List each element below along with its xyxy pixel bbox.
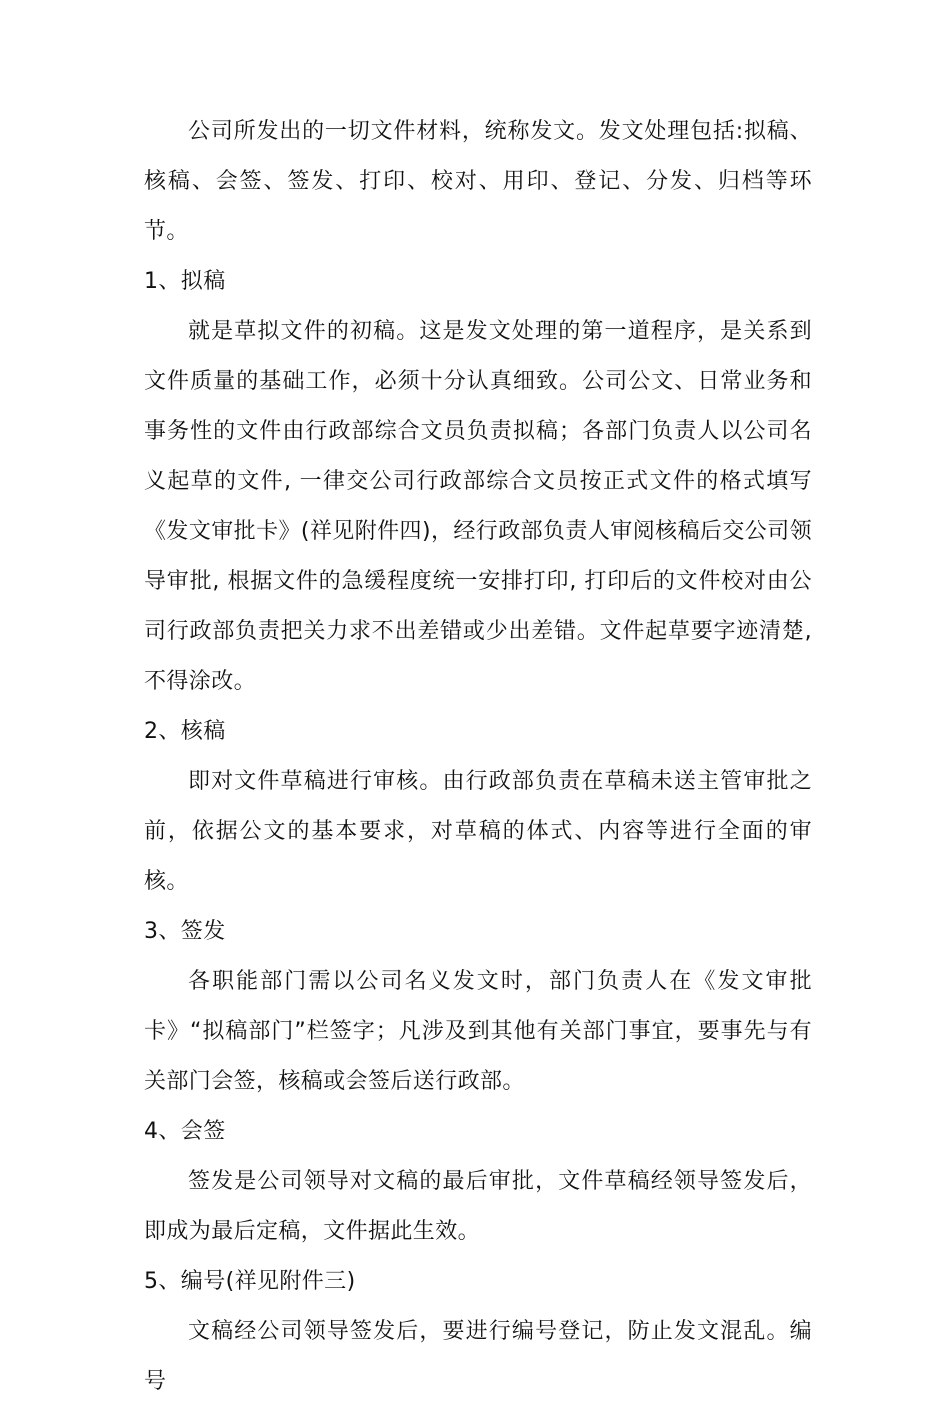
countersign-paragraph: 签发是公司领导对文稿的最后审批，文件草稿经领导签发后，即成为最后定稿，文件据此生效。 — [144, 1169, 812, 1244]
section-heading-sign-off: 3、签发 — [144, 919, 226, 944]
section-heading-drafting: 1、拟稿 — [144, 269, 226, 294]
section-heading-countersign: 4、会签 — [144, 1119, 226, 1144]
numbering-paragraph: 文稿经公司领导签发后，要进行编号登记，防止发文混乱。编号 — [144, 1319, 812, 1394]
drafting-paragraph: 就是草拟文件的初稿。这是发文处理的第一道程序，是关系到文件质量的基础工作，必须十分认真细致。公司公文、日常业务和事务性的文件由行政部综合文员负责拟稿；各部门负责人以公司名义起草的文件, 一律交公司行政部综合文员按正式文件的格式填写《发文审批卡》(祥见附件四)，经行政部负责人审阅核稿后交公司领导审批, 根据文件的急缓程度统一安排打印, 打印后的文件校对由公司行政部负责把关力求不出差错或少出差错。文件起草要字迹清楚,不得涂改。 — [144, 319, 812, 694]
sign-off-paragraph: 各职能部门需以公司名义发文时，部门负责人在《发文审批卡》“拟稿部门”栏签字；凡涉及到其他有关部门事宜，要事先与有关部门会签，核稿或会签后送行政部。 — [144, 969, 812, 1094]
section-heading-numbering: 5、编号(祥见附件三) — [144, 1269, 356, 1294]
intro-paragraph: 公司所发出的一切文件材料，统称发文。发文处理包括:拟稿、核稿、会签、签发、打印、校对、用印、登记、分发、归档等环节。 — [144, 119, 812, 244]
section-heading-review: 2、核稿 — [144, 719, 226, 744]
document-body — [144, 107, 812, 1407]
review-paragraph: 即对文件草稿进行审核。由行政部负责在草稿未送主管审批之前，依据公文的基本要求，对草稿的体式、内容等进行全面的审核。 — [144, 769, 812, 894]
